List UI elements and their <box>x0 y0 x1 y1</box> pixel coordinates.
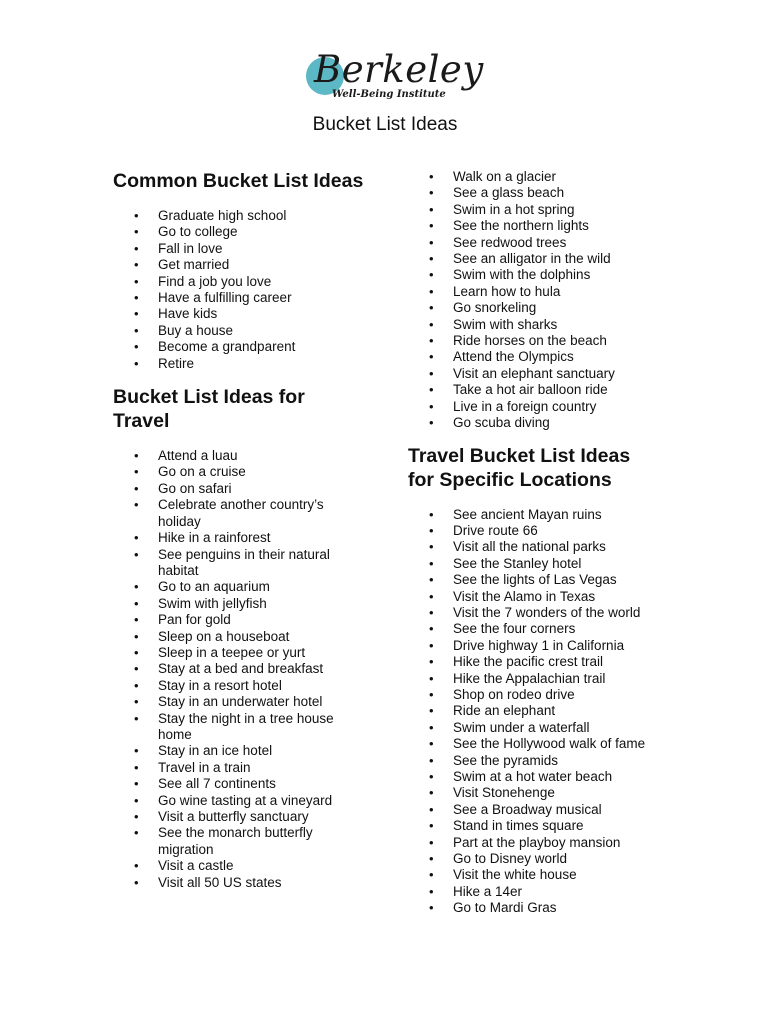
document-title: Bucket List Ideas <box>312 114 458 135</box>
list-item: • Visit the 7 wonders of the world <box>408 605 678 621</box>
list-item: • Hike the Appalachian trail <box>408 671 678 687</box>
travel-list <box>113 448 348 891</box>
list-item: • Visit the Alamo in Texas <box>408 589 678 605</box>
list-item: • Pan for gold <box>113 612 348 628</box>
list-item: • See an alligator in the wild <box>408 251 708 267</box>
list-item: • Shop on rodeo drive <box>408 687 678 703</box>
list-item: • Go to college <box>113 224 313 240</box>
list-item: • See penguins in their natural habitat <box>113 547 348 580</box>
list-item: • Sleep in a teepee or yurt <box>113 645 348 661</box>
common-list <box>113 208 313 372</box>
list-item: • Hike a 14er <box>408 884 678 900</box>
list-item: • Swim with sharks <box>408 317 708 333</box>
list-item: • See all 7 continents <box>113 776 348 792</box>
list-item: • Drive highway 1 in California <box>408 638 678 654</box>
list-item: • Retire <box>113 356 313 372</box>
berkeley-logo <box>300 48 484 108</box>
right-column <box>408 169 708 917</box>
list-item: • Travel in a train <box>113 760 348 776</box>
list-item: • Live in a foreign country <box>408 399 708 415</box>
travel-continued-list <box>408 169 708 432</box>
list-item: • Swim with jellyfish <box>113 596 348 612</box>
list-item: • Go to Disney world <box>408 851 678 867</box>
list-item: • See a glass beach <box>408 185 708 201</box>
list-item: • Go to an aquarium <box>113 579 348 595</box>
list-item: • Sleep on a houseboat <box>113 629 348 645</box>
list-item: • Graduate high school <box>113 208 313 224</box>
list-item: • Drive route 66 <box>408 523 678 539</box>
list-item: • Get married <box>113 257 313 273</box>
left-column <box>113 169 413 891</box>
list-item: • Take a hot air balloon ride <box>408 382 708 398</box>
list-item: • See the Stanley hotel <box>408 556 678 572</box>
list-item: • Visit Stonehenge <box>408 785 678 801</box>
list-item: • Stay in an underwater hotel <box>113 694 348 710</box>
list-item: • Stay at a bed and breakfast <box>113 661 348 677</box>
list-item: • Visit all the national parks <box>408 539 678 555</box>
list-item: • Buy a house <box>113 323 313 339</box>
list-item: • Stay in an ice hotel <box>113 743 348 759</box>
list-item: • Visit a castle <box>113 858 348 874</box>
logo-subtitle: Well-Being Institute <box>332 89 446 100</box>
list-item: • See a Broadway musical <box>408 802 678 818</box>
list-item: • Go scuba diving <box>408 415 708 431</box>
list-item: • Go on safari <box>113 481 348 497</box>
list-item: • Swim at a hot water beach <box>408 769 678 785</box>
list-item: • Walk on a glacier <box>408 169 708 185</box>
list-item: • Go snorkeling <box>408 300 708 316</box>
list-item: • Visit a butterfly sanctuary <box>113 809 348 825</box>
list-item: • Become a grandparent <box>113 339 313 355</box>
list-item: • Fall in love <box>113 241 313 257</box>
logo-wordmark: Berkeley <box>314 48 484 91</box>
locations-heading: Travel Bucket List Ideas for Specific Locations <box>408 444 631 491</box>
list-item: • Ride horses on the beach <box>408 333 708 349</box>
list-item: • Ride an elephant <box>408 703 678 719</box>
list-item: • See the pyramids <box>408 753 678 769</box>
list-item: • Stand in times square <box>408 818 678 834</box>
locations-list <box>408 507 678 917</box>
list-item: • Visit all 50 US states <box>113 875 348 891</box>
list-item: • Visit an elephant sanctuary <box>408 366 708 382</box>
list-item: • Part at the playboy mansion <box>408 835 678 851</box>
list-item: • See ancient Mayan ruins <box>408 507 678 523</box>
list-item: • Learn how to hula <box>408 284 708 300</box>
list-item: • See the four corners <box>408 621 678 637</box>
list-item: • Hike in a rainforest <box>113 530 348 546</box>
list-item: • Go to Mardi Gras <box>408 900 678 916</box>
list-item: • Have kids <box>113 306 313 322</box>
list-item: • Celebrate another country’s holiday <box>113 497 348 530</box>
list-item: • Find a job you love <box>113 274 313 290</box>
list-item: • Have a fulfilling career <box>113 290 313 306</box>
common-heading: Common Bucket List Ideas <box>113 170 364 192</box>
list-item: • Go wine tasting at a vineyard <box>113 793 348 809</box>
list-item: • See the lights of Las Vegas <box>408 572 678 588</box>
list-item: • See the monarch butterfly migration <box>113 825 348 858</box>
list-item: • Go on a cruise <box>113 464 348 480</box>
list-item: • Swim under a waterfall <box>408 720 678 736</box>
list-item: • Stay the night in a tree house home <box>113 711 348 744</box>
list-item: • Swim in a hot spring <box>408 202 708 218</box>
list-item: • See the Hollywood walk of fame <box>408 736 678 752</box>
list-item: • Stay in a resort hotel <box>113 678 348 694</box>
travel-heading: Bucket List Ideas for Travel <box>113 386 305 433</box>
list-item: • Attend a luau <box>113 448 348 464</box>
list-item: • Visit the white house <box>408 867 678 883</box>
list-item: • See the northern lights <box>408 218 708 234</box>
list-item: • Attend the Olympics <box>408 349 708 365</box>
list-item: • See redwood trees <box>408 235 708 251</box>
list-item: • Hike the pacific crest trail <box>408 654 678 670</box>
list-item: • Swim with the dolphins <box>408 267 708 283</box>
